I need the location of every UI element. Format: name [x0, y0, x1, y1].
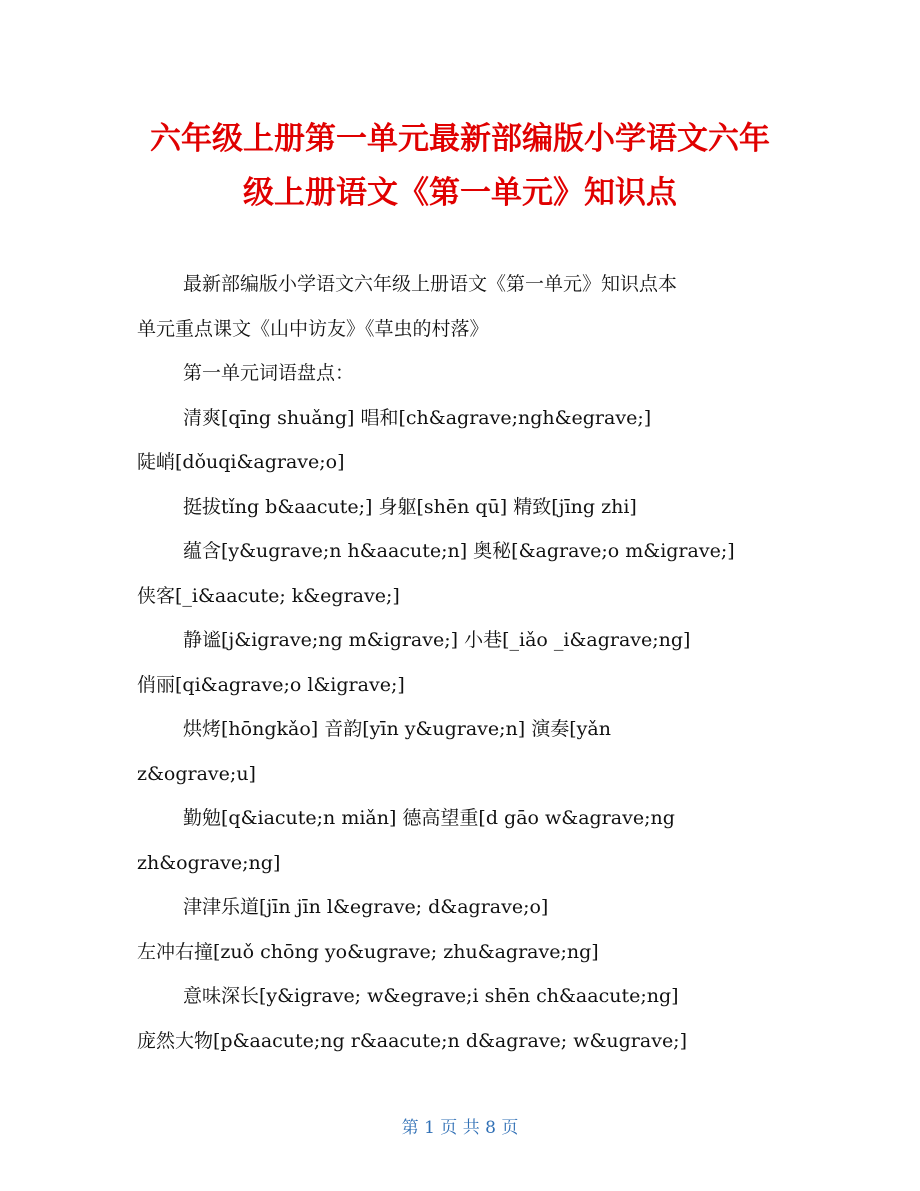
document-title	[110, 112, 810, 220]
vocab-line: 清爽[qīng shuǎng] 唱和[ch&agrave;ngh&egrave;]	[183, 406, 652, 429]
vocab-line: 庞然大物[p&aacute;ng r&aacute;n d&agrave; w&ugrave;]	[137, 1029, 687, 1052]
vocab-line: 蕴含[y&ugrave;n h&aacute;n] 奥秘[&agrave;o m&igrave;]	[183, 540, 735, 562]
vocab-line: z&ograve;u]	[137, 762, 256, 785]
vocab-line: 俏丽[qi&agrave;o l&igrave;]	[137, 673, 405, 696]
page-number-footer: 第 1 页 共 8 页	[401, 1118, 519, 1138]
paragraph-intro-line-2: 单元重点课文《山中访友》《草虫的村落》	[137, 317, 489, 340]
title-line-1: 六年级上册第一单元最新部编版小学语文六年	[150, 121, 770, 157]
vocab-line: 左冲右撞[zuǒ chōng yo&ugrave; zhu&agrave;ng]	[137, 940, 599, 963]
vocab-line: 静谧[j&igrave;ng m&igrave;] 小巷[_iǎo _i&agrave;ng]	[183, 629, 691, 651]
vocab-line: 烘烤[hōngkǎo] 音韵[yīn y&ugrave;n] 演奏[yǎn	[183, 718, 611, 740]
document-body	[137, 262, 787, 1063]
vocab-line: 陡峭[dǒuqi&agrave;o]	[137, 451, 345, 473]
section-heading-vocabulary: 第一单元词语盘点：	[183, 362, 355, 384]
vocab-line: 勤勉[q&iacute;n miǎn] 德高望重[d gāo w&agrave;ng	[183, 807, 675, 829]
vocab-line: zh&ograve;ng]	[137, 851, 281, 874]
paragraph-intro-line-1: 最新部编版小学语文六年级上册语文《第一单元》知识点本	[183, 273, 678, 295]
vocab-line: 挺拔tǐng b&aacute;] 身躯[shēn qū] 精致[jīng zhi]	[183, 495, 637, 518]
vocab-line: 意味深长[y&igrave; w&egrave;i shēn ch&aacute;ng]	[183, 985, 679, 1007]
vocab-line: 侠客[_i&aacute; k&egrave;]	[137, 584, 400, 607]
vocab-line: 津津乐道[jīn jīn l&egrave; d&agrave;o]	[183, 896, 549, 918]
title-line-2: 级上册语文《第一单元》知识点	[243, 175, 677, 211]
